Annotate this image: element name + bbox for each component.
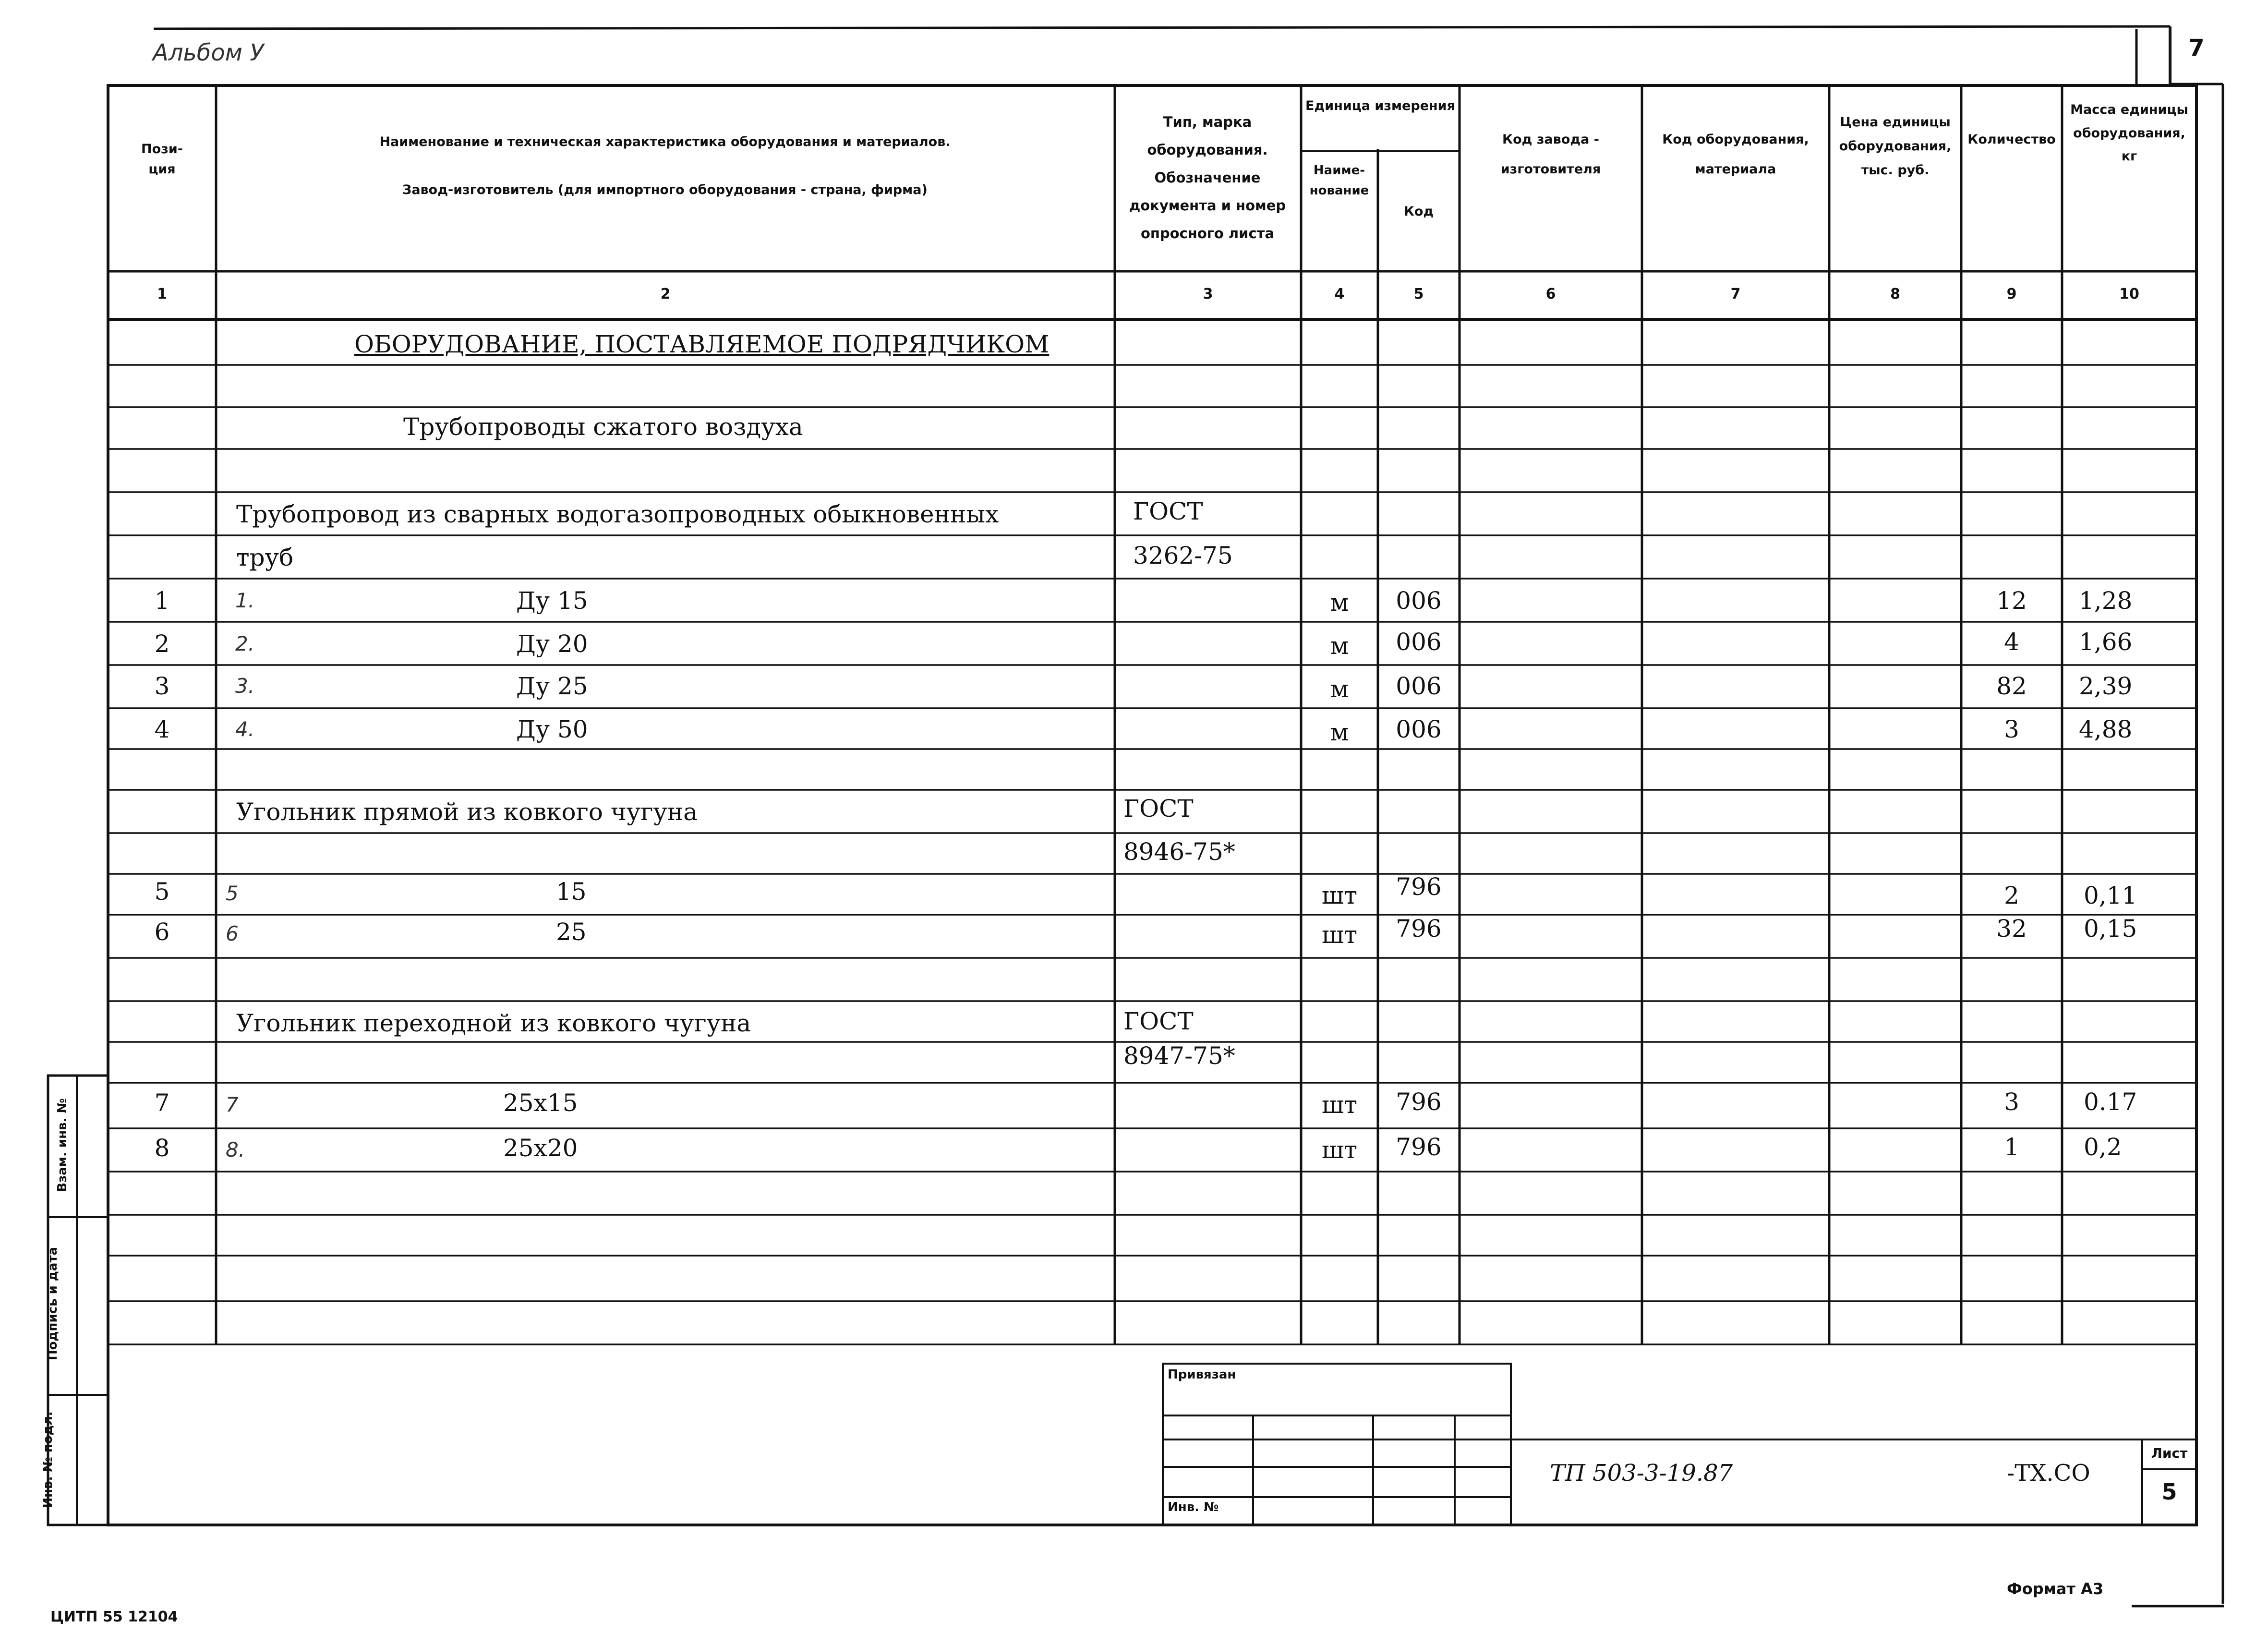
- unit: шт: [1321, 1136, 1358, 1164]
- qty: 3: [2004, 715, 2019, 743]
- gost-label: ГОСТ: [1123, 795, 1194, 822]
- qty: 4: [2004, 628, 2019, 656]
- col-num: 3: [1203, 286, 1213, 302]
- gost-number: 3262-75: [1133, 542, 1233, 569]
- col-num: 5: [1413, 286, 1424, 302]
- unit-code: 796: [1396, 915, 1442, 943]
- doc-code: ТП 503-3-19.87: [1550, 1460, 1733, 1487]
- handwritten-pos: 6: [226, 922, 239, 945]
- unit: шт: [1321, 921, 1358, 949]
- header-mass: Масса единицы оборудования, кг: [2070, 102, 2188, 164]
- unit: м: [1330, 718, 1349, 746]
- footer-code: ЦИТП 55 12104: [50, 1609, 178, 1625]
- side-label-vzam: Взам. инв. №: [55, 1098, 70, 1192]
- pos: 7: [154, 1089, 170, 1117]
- handwritten-pos: 5: [226, 882, 239, 905]
- handwritten-pos: 2.: [235, 632, 255, 655]
- unit-code: 796: [1396, 1133, 1442, 1161]
- mass: 4,88: [2079, 715, 2133, 743]
- unit: м: [1330, 589, 1349, 617]
- header-equip-code: Код оборудования, материала: [1662, 132, 1809, 177]
- pos: 5: [154, 878, 170, 906]
- mass: 0.17: [2084, 1088, 2137, 1116]
- gost-label: ГОСТ: [1133, 497, 1203, 525]
- unit-code: 006: [1396, 672, 1442, 700]
- col-num: 2: [660, 286, 671, 302]
- header-factory-code: Код завода - изготовителя: [1500, 132, 1601, 177]
- pos: 3: [154, 672, 170, 700]
- item-name: труб: [236, 544, 294, 571]
- mass: 0,2: [2084, 1133, 2122, 1161]
- side-label-podpis: Подпись и дата: [46, 1246, 60, 1361]
- qty: 82: [1996, 672, 2027, 700]
- handwritten-pos: 8.: [226, 1138, 245, 1161]
- header-name-line1: Наименование и техническая характеристика оборудования и материалов.: [379, 134, 951, 149]
- item-size: Ду 25: [516, 672, 588, 700]
- qty: 2: [2004, 882, 2019, 909]
- list-label: Лист: [2151, 1445, 2188, 1461]
- group-title: Трубопроводы сжатого воздуха: [403, 413, 803, 441]
- item-name: Трубопровод из сварных водогазопроводных обыкновенных: [236, 500, 999, 528]
- item-size: 25x20: [503, 1134, 578, 1162]
- mass: 1,66: [2079, 628, 2133, 656]
- handwritten-pos: 1.: [235, 589, 255, 612]
- album-label: Альбом У: [153, 39, 264, 66]
- pos: 4: [154, 715, 170, 743]
- col-num: 6: [1545, 286, 1556, 302]
- item-size: Ду 15: [516, 587, 588, 615]
- pos: 6: [154, 918, 170, 946]
- col-num: 1: [157, 286, 167, 302]
- handwritten-pos: 7: [226, 1093, 239, 1116]
- stamp-inv: Инв. №: [1168, 1500, 1219, 1514]
- section-title: ОБОРУДОВАНИЕ, ПОСТАВЛЯЕМОЕ ПОДРЯДЧИКОМ: [354, 330, 1050, 358]
- unit-code: 796: [1396, 1088, 1442, 1116]
- item-size: 15: [556, 878, 587, 906]
- unit-code: 006: [1396, 628, 1442, 656]
- doc-suffix: -ТХ.СО: [2007, 1460, 2090, 1487]
- side-label-inv-podl: Инв. № подл.: [41, 1411, 55, 1508]
- unit: м: [1330, 632, 1349, 660]
- mass: 0,15: [2084, 915, 2137, 943]
- item-size: 25: [556, 918, 587, 946]
- pos: 2: [154, 630, 170, 658]
- mass: 1,28: [2079, 587, 2133, 615]
- unit: шт: [1321, 882, 1358, 909]
- header-price: Цена единицы оборудования, тыс. руб.: [1839, 115, 1952, 178]
- gost-label: ГОСТ: [1123, 1007, 1194, 1035]
- pos: 8: [154, 1134, 170, 1162]
- handwritten-pos: 3.: [235, 674, 255, 698]
- col-num: 10: [2119, 286, 2139, 302]
- col-num: 4: [1334, 286, 1345, 302]
- group-title: Угольник прямой из ковкого чугуна: [236, 798, 698, 826]
- format-label: Формат А3: [2007, 1580, 2104, 1598]
- stamp-privyazan: Привязан: [1168, 1367, 1236, 1382]
- header-type: Тип, марка оборудования. Обозначение документа и номер опросного листа: [1129, 114, 1286, 242]
- header-name-line2: Завод-изготовитель (для импортного оборудования - страна, фирма): [402, 182, 928, 197]
- header-qty: Количество: [1967, 132, 2056, 147]
- item-size: Ду 20: [516, 630, 588, 658]
- page-number: 7: [2188, 35, 2205, 61]
- header-pos: Пози- ция: [141, 142, 183, 177]
- list-number: 5: [2161, 1479, 2177, 1505]
- group-title: Угольник переходной из ковкого чугуна: [236, 1009, 751, 1037]
- pos: 1: [154, 587, 170, 615]
- col-num: 7: [1730, 286, 1741, 302]
- header-unit-name: Наиме-нование: [1309, 163, 1369, 198]
- gost-number: 8947-75*: [1123, 1042, 1235, 1070]
- handwritten-pos: 4.: [235, 717, 255, 741]
- unit-code: 796: [1396, 873, 1442, 901]
- gost-number: 8946-75*: [1123, 838, 1235, 866]
- item-size: Ду 50: [516, 715, 588, 743]
- qty: 3: [2004, 1088, 2019, 1116]
- mass: 2,39: [2079, 672, 2133, 700]
- mass: 0,11: [2084, 882, 2137, 909]
- unit: м: [1330, 675, 1349, 703]
- item-size: 25x15: [503, 1089, 578, 1117]
- qty: 1: [2004, 1133, 2019, 1161]
- header-unit-code: Код: [1403, 204, 1434, 219]
- col-num: 9: [2006, 286, 2017, 302]
- header-unit: Единица измерения: [1305, 98, 1455, 113]
- unit-code: 006: [1396, 715, 1442, 743]
- qty: 32: [1996, 915, 2027, 943]
- unit-code: 006: [1396, 587, 1442, 615]
- unit: шт: [1321, 1091, 1358, 1119]
- qty: 12: [1996, 587, 2027, 615]
- col-num: 8: [1890, 286, 1900, 302]
